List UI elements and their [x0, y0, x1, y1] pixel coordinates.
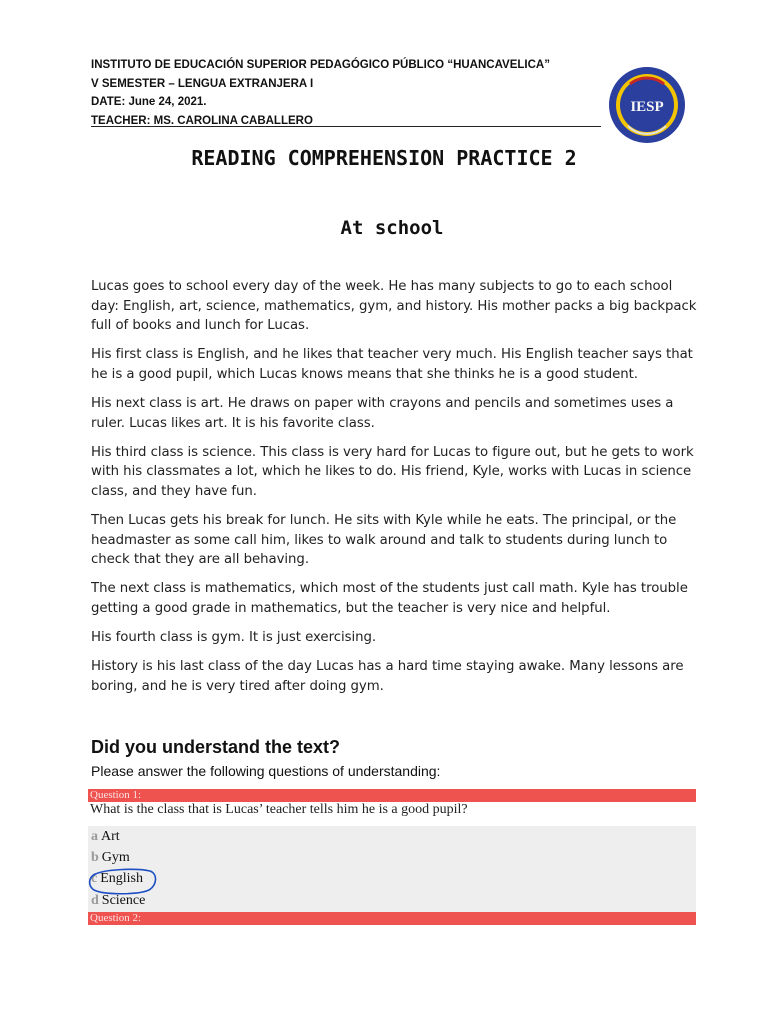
reading-title: At school: [340, 217, 444, 239]
semester-line: V SEMESTER – LENGUA EXTRANJERA I: [91, 77, 314, 90]
passage-paragraph: The next class is mathematics, which most of the students just call math. Kyle has trouble getting a good grade in mathematics, but the teacher is very nice and helpful.: [91, 581, 688, 616]
option-text: Science: [101, 893, 146, 908]
teacher-line: TEACHER: MS. CAROLINA CABALLERO: [91, 114, 313, 127]
quiz-heading: Did you understand the text?: [91, 737, 341, 757]
institution-logo: [608, 66, 686, 144]
question-2-label: Question 2:: [90, 912, 142, 924]
reading-passage: [91, 277, 701, 706]
option-c[interactable]: [91, 871, 143, 887]
logo-initials: IESP: [630, 99, 664, 115]
option-text: Art: [101, 829, 120, 844]
question-1-options: [88, 826, 696, 912]
passage-paragraph: His next class is art. He draws on paper with crayons and pencils and sometimes uses a ruler. Lucas likes art. It is his favorite class.: [91, 395, 674, 431]
question-2-header: [88, 912, 696, 925]
passage-paragraph: Then Lucas gets his break for lunch. He sits with Kyle while he eats. The principal, or the headmaster as some call him, likes to walk around and talk to students during lunch to check that they are all behaving.: [91, 512, 677, 568]
option-letter: c: [91, 871, 98, 886]
page-title: READING COMPREHENSION PRACTICE 2: [191, 146, 577, 170]
passage-paragraph: His fourth class is gym. It is just exercising.: [91, 629, 377, 645]
option-letter: d: [91, 893, 99, 908]
question-1-label: Question 1:: [90, 789, 142, 801]
passage-paragraph: Lucas goes to school every day of the week. He has many subjects to go to each school day: English, art, science, mathematics, gym, and history. His mother packs a big backpack full of books and lunch for Lucas.: [91, 279, 697, 334]
date-line: DATE: June 24, 2021.: [91, 96, 207, 108]
question-1-header: [88, 789, 696, 802]
option-text: English: [100, 871, 143, 886]
option-b[interactable]: [91, 850, 130, 866]
question-1-text: What is the class that is Lucas’ teacher tells him he is a good pupil?: [90, 802, 468, 817]
header-divider: [91, 126, 601, 127]
option-a[interactable]: [91, 829, 120, 845]
option-letter: a: [91, 829, 98, 844]
passage-paragraph: His third class is science. This class is very hard for Lucas to figure out, but he gets to work with his classmates a lot, which he likes to do. His friend, Kyle, works with Lucas in science class, and they have fun.: [91, 444, 694, 499]
institution-name: INSTITUTO DE EDUCACIÓN SUPERIOR PEDAGÓGICO PÚBLICO “HUANCAVELICA”: [91, 59, 550, 71]
passage-paragraph: His first class is English, and he likes that teacher very much. His English teacher says that he is a good pupil, which Lucas knows means that she thinks he is a good student.: [91, 347, 693, 382]
quiz-instructions: Please answer the following questions of understanding:: [91, 763, 441, 779]
document-header: [91, 56, 601, 130]
option-text: Gym: [101, 850, 130, 865]
option-d[interactable]: [91, 893, 145, 909]
option-letter: b: [91, 850, 99, 865]
passage-paragraph: History is his last class of the day Lucas has a hard time staying awake. Many lessons are boring, and he is very tired after doing gym.: [91, 659, 684, 694]
